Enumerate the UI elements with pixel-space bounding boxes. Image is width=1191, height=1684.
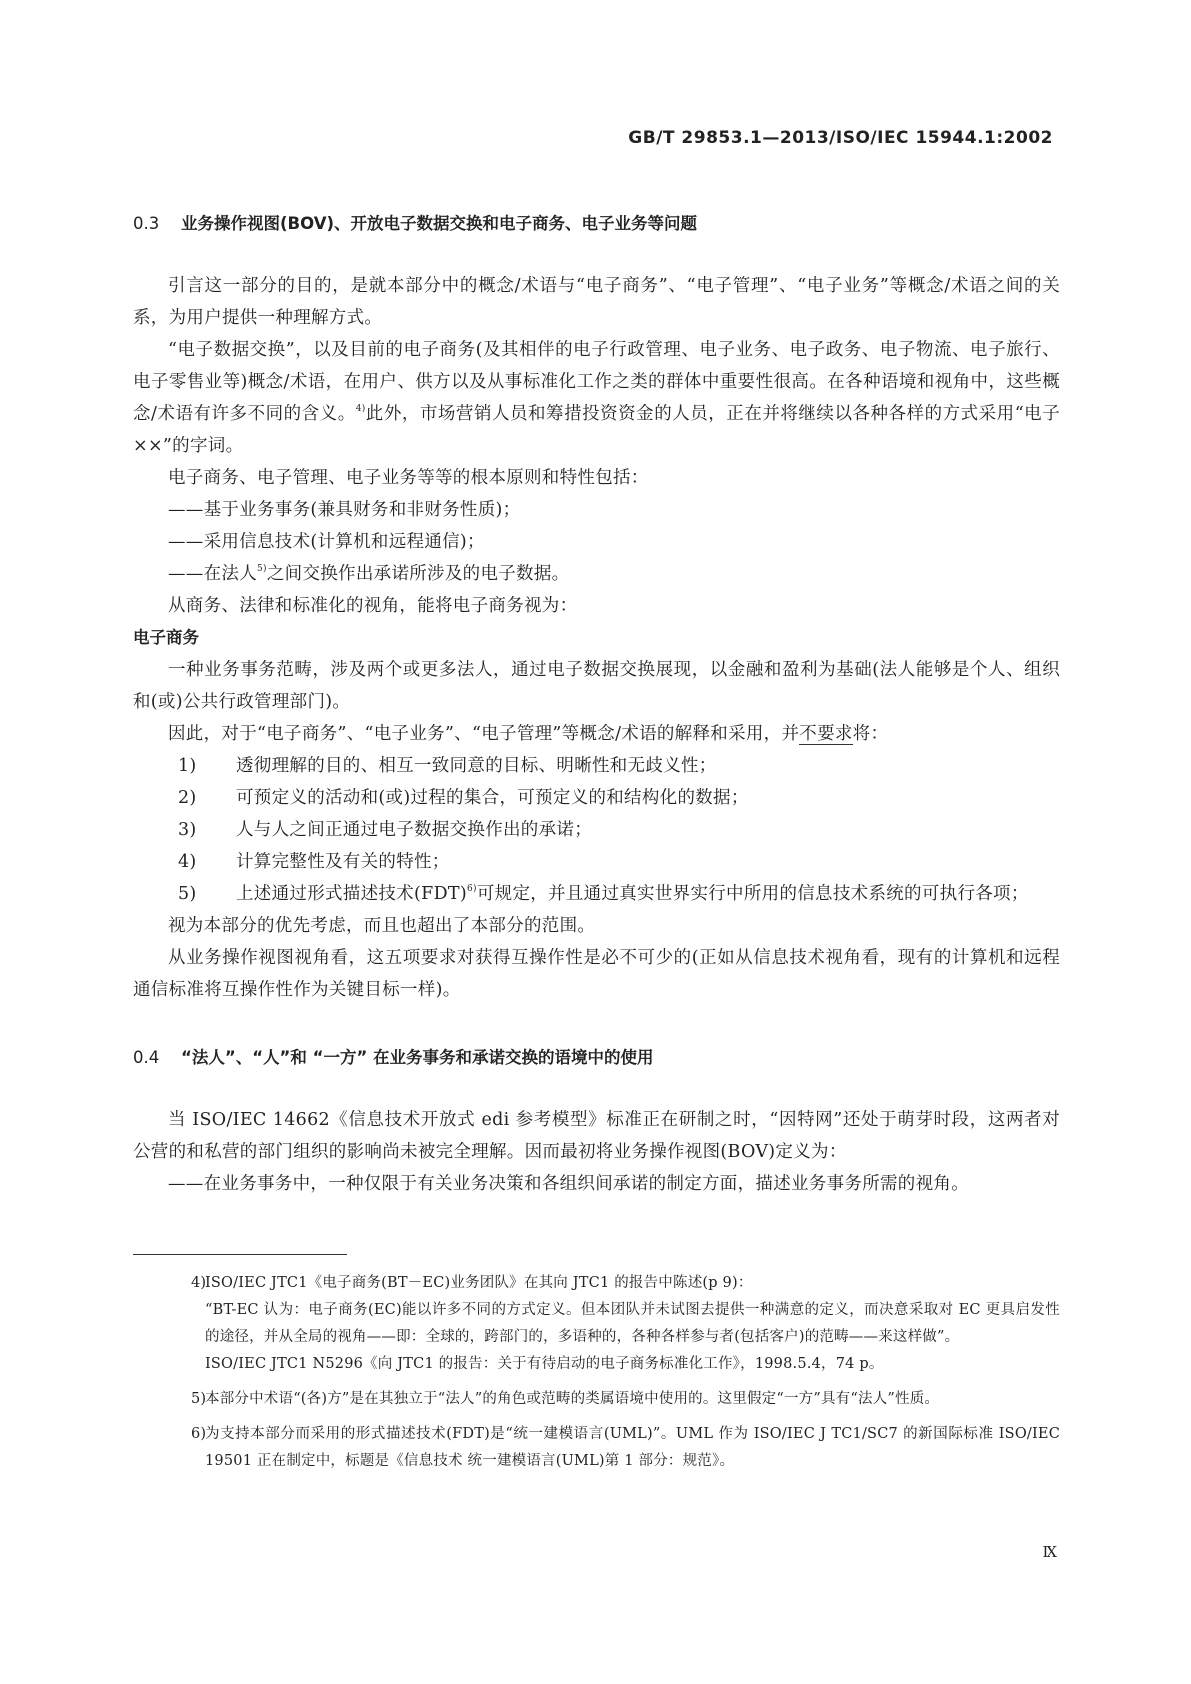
paragraph: 因此，对于“电子商务”、“电子业务”、“电子管理”等概念/术语的解释和采用，并不要求将：: [168, 724, 889, 744]
dash-list-item: ——在法人$^{5)}$之间交换作出承诺所涉及的电子数据。: [168, 564, 570, 584]
dash-list-item: ——采用信息技术(计算机和远程通信)；: [168, 532, 485, 552]
term-heading: 电子商务: [133, 628, 199, 647]
footnote-divider: [133, 1254, 347, 1255]
term-definition: 一种业务事务范畴，涉及两个或更多法人，通过电子数据交换展现，以金融和盈利为基础(法人能够是个人、组织和(或)公共行政管理部门)。: [133, 660, 1060, 712]
footnote-ref[interactable]: 5): [257, 564, 267, 574]
standard-number-header: GB/T 29853.1—2013/ISO/IEC 15944.1:2002: [628, 128, 1053, 148]
footnote-text: ISO/IEC JTC1 N5296《向 JTC1 的报告：关于有待启动的电子商务标准化工作》，1998.5.4，74 p。: [205, 1356, 884, 1372]
numbered-list-item: 4) 计算完整性及有关的特性；: [178, 852, 450, 872]
footnote: [133, 1421, 1060, 1475]
footnote: [133, 1270, 1060, 1378]
footnote-number: 6): [191, 1426, 207, 1442]
main-content: [133, 210, 1060, 1200]
paragraph: 电子商务、电子管理、电子业务等等的根本原则和特性包括：: [168, 468, 649, 488]
footnote-number: 4): [191, 1275, 207, 1291]
page-number: Ⅸ: [1042, 1543, 1057, 1561]
underlined-text: 不要求: [799, 724, 853, 744]
footnote-ref[interactable]: 4): [355, 404, 366, 414]
footnote-number: 5): [191, 1391, 207, 1407]
section-0-4-title: [133, 1044, 1060, 1068]
dash-list-item: ——基于业务事务(兼具财务和非财务性质)；: [168, 500, 521, 520]
footnote-text: ISO/IEC JTC1《电子商务(BT－EC)业务团队》在其向 JTC1 的报告中陈述(p 9)：: [205, 1275, 753, 1291]
numbered-list-item: 2) 可预定义的活动和(或)过程的集合，可预定义的和结构化的数据；: [178, 788, 749, 808]
section-title-text: 业务操作视图(BOV)、开放电子数据交换和电子商务、电子业务等问题: [181, 214, 698, 233]
numbered-list-item: 5) 上述通过形式描述技术(FDT)$^{6)}$可规定，并且通过真实世界实行中所用的信息技术系统的可执行各项；: [178, 884, 1029, 904]
footnote-text: 本部分中术语“(各)方”是在其独立于“法人”的角色或范畴的类属语境中使用的。这里假定“一方”具有“法人”性质。: [205, 1391, 940, 1407]
footnote: [133, 1386, 1060, 1413]
paragraph: 从业务操作视图视角看，这五项要求对获得互操作性是必不可少的(正如从信息技术视角看，现有的计算机和远程通信标准将互操作性作为关键目标一样)。: [133, 948, 1060, 1000]
footnote-text: 为支持本部分而采用的形式描述技术(FDT)是“统一建模语言(UML)”。UML 作为 ISO/IEC J TC1/SC7 的新国际标准 ISO/IEC 19501 正在制定中，标题是《信息技术 统一建模语言(UML)第 1 部分：规范》。: [205, 1426, 1060, 1469]
section-title-text: “法人”、“人”和 “一方” 在业务事务和承诺交换的语境中的使用: [181, 1048, 654, 1067]
footnotes: [133, 1270, 1060, 1483]
section-0-3-title: [133, 210, 1060, 234]
paragraph: 从商务、法律和标准化的视角，能将电子商务视为：: [168, 596, 578, 616]
footnote-ref[interactable]: 6): [467, 884, 477, 894]
footnote-text: “BT-EC 认为：电子商务(EC)能以许多不同的方式定义。但本团队并未试图去提供一种满意的定义，而决意采取对 EC 更具启发性的途径，并从全局的视角——即：全球的，跨部门的，多语种的，各种各样参与者(包括客户)的范畴——来这样做”。: [205, 1302, 1060, 1345]
paragraph: 当 ISO/IEC 14662《信息技术开放式 edi 参考模型》标准正在研制之时，“因特网”还处于萌芽时段，这两者对公营的和私营的部门组织的影响尚未被完全理解。因而最初将业务操作视图(BOV)定义为：: [133, 1110, 1060, 1162]
section-number: 0.4: [133, 1048, 160, 1067]
paragraph: “电子数据交换”，以及目前的电子商务(及其相伴的电子行政管理、电子业务、电子政务、电子物流、电子旅行、电子零售业等)概念/术语，在用户、供方以及从事标准化工作之类的群体中重要性很高。在各种语境和视角中，这些概念/术语有许多不同的含义。$^{4)}$此外，市场营销人员和筹措投资资金的人员，正在并将继续以各种各样的方式采用“电子××”的字词。: [133, 340, 1060, 456]
numbered-list-item: 1) 透彻理解的目的、相互一致同意的目标、明晰性和无歧义性；: [178, 756, 717, 776]
dash-list-item: ——在业务事务中，一种仅限于有关业务决策和各组织间承诺的制定方面，描述业务事务所需的视角。: [168, 1174, 969, 1194]
paragraph: 视为本部分的优先考虑，而且也超出了本部分的范围。: [168, 916, 596, 936]
section-number: 0.3: [133, 214, 160, 233]
numbered-list-item: 3) 人与人之间正通过电子数据交换作出的承诺；: [178, 820, 592, 840]
paragraph: 引言这一部分的目的，是就本部分中的概念/术语与“电子商务”、“电子管理”、“电子业务”等概念/术语之间的关系，为用户提供一种理解方式。: [133, 276, 1060, 328]
